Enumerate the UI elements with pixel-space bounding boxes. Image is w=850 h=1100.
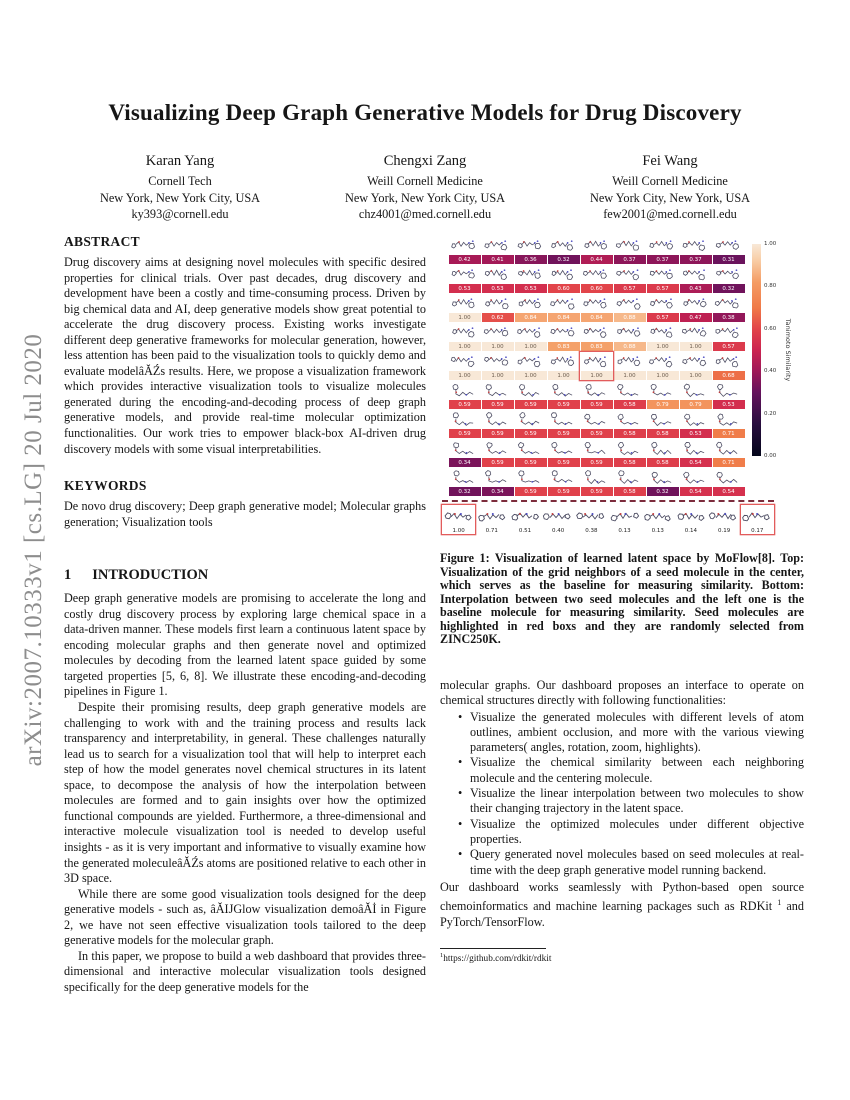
molecule-cell [481, 439, 514, 467]
molecule-cell [448, 265, 481, 293]
similarity-value: 1.00 [614, 371, 646, 380]
interp-molecule-cell [575, 505, 608, 534]
molecule-cell [613, 236, 646, 264]
molecule-cell [448, 410, 481, 438]
similarity-value: 0.88 [614, 342, 646, 351]
interp-similarity-value: 0.71 [485, 528, 498, 534]
similarity-value: 0.71 [713, 458, 745, 467]
molecule-cell [679, 236, 712, 264]
author-location: New York City, New York, USA [589, 190, 751, 205]
similarity-value: 0.57 [614, 284, 646, 293]
molecule-cell [547, 352, 580, 380]
molecule-cell [448, 439, 481, 467]
molecule-cell [580, 236, 613, 264]
author-name: Fei Wang [642, 153, 698, 169]
similarity-value: 0.59 [548, 487, 580, 496]
heatmap-row [448, 439, 745, 467]
seed-molecule-cell [741, 505, 774, 534]
similarity-value: 0.53 [680, 429, 712, 438]
interp-similarity-value: 0.13 [651, 528, 664, 534]
molecule-cell [547, 439, 580, 467]
similarity-value: 0.84 [548, 313, 580, 322]
molecule-cell [448, 468, 481, 496]
heatmap-row [448, 352, 745, 380]
bullet-item: • Visualize the optimized molecules under different objective properties. [470, 817, 804, 848]
molecule-cell [712, 236, 745, 264]
similarity-value: 0.59 [515, 458, 547, 467]
similarity-value: 0.59 [482, 400, 514, 409]
molecule-cell [580, 323, 613, 351]
similarity-value: 0.57 [713, 342, 745, 351]
similarity-value: 0.34 [482, 487, 514, 496]
molecule-cell [514, 236, 547, 264]
molecule-cell [712, 381, 745, 409]
similarity-value: 0.53 [482, 284, 514, 293]
similarity-value: 0.58 [647, 458, 679, 467]
similarity-value: 0.59 [548, 400, 580, 409]
authors-row [60, 153, 790, 223]
heatmap-row [448, 323, 745, 351]
interp-molecule-cell [542, 505, 575, 534]
similarity-value: 0.71 [713, 429, 745, 438]
similarity-value: 0.84 [581, 313, 613, 322]
similarity-value: 0.59 [449, 429, 481, 438]
similarity-value: 0.59 [482, 429, 514, 438]
molecule-cell [613, 381, 646, 409]
molecule-cell [448, 236, 481, 264]
bullet-item: • Visualize the generated molecules with different levels of atom outlines, ambient occlusion, and more with the various viewing parameters( angles, rotation, zoom, highlights). [470, 710, 804, 756]
molecule-cell [679, 439, 712, 467]
figure-colorbar [752, 241, 804, 460]
similarity-value: 1.00 [449, 371, 481, 380]
interp-molecule-cell [674, 505, 707, 534]
author-email: chz4001@med.cornell.edu [358, 207, 492, 221]
similarity-value: 0.57 [647, 284, 679, 293]
similarity-value: 0.59 [581, 429, 613, 438]
similarity-value: 0.42 [449, 255, 481, 264]
interp-molecule-cell [641, 505, 674, 534]
similarity-value: 0.54 [713, 487, 745, 496]
molecule-cell [679, 381, 712, 409]
molecule-cell [547, 265, 580, 293]
interp-similarity-value: 0.38 [585, 528, 598, 534]
author-email: few2001@med.cornell.edu [603, 207, 737, 221]
colorbar-tick-label: 0.60 [764, 325, 777, 332]
similarity-value: 0.38 [713, 313, 745, 322]
molecule-cell [547, 236, 580, 264]
similarity-value: 0.79 [647, 400, 679, 409]
molecule-cell [613, 352, 646, 380]
similarity-value: 0.59 [581, 458, 613, 467]
molecule-cell [481, 265, 514, 293]
molecule-cell [613, 439, 646, 467]
molecule-cell [712, 265, 745, 293]
molecule-cell [580, 381, 613, 409]
author-location: New York, New York City, USA [99, 190, 261, 205]
interp-similarity-value: 0.13 [618, 528, 631, 534]
similarity-value: 0.53 [515, 284, 547, 293]
intro-paragraph: Deep graph generative models are promising to accelerate the long and costly drug discovery process by exploring large chemical space in a data-driven manner. These models first learn a continuous latent space by encoding molecular graphs and then generate novel and optimized molecules by decoding from the learned latent space guided by some targeted properties [5, 6, 8]. We illustrate these encoding-and-decoding pipelines in Figure 1. [64, 591, 426, 699]
heatmap-row [448, 294, 745, 322]
interp-similarity-value: 0.17 [751, 528, 764, 534]
molecule-cell [646, 468, 679, 496]
molecule-cell [547, 381, 580, 409]
similarity-value: 1.00 [515, 371, 547, 380]
molecule-cell [613, 323, 646, 351]
molecule-cell [613, 410, 646, 438]
molecule-cell [712, 468, 745, 496]
molecule-cell [646, 410, 679, 438]
molecule-cell [448, 323, 481, 351]
molecule-cell [646, 236, 679, 264]
molecule-cell [580, 294, 613, 322]
molecule-cell [547, 468, 580, 496]
molecule-cell [613, 468, 646, 496]
molecule-cell [712, 323, 745, 351]
intro-paragraph: While there are some good visualization tools designed for the deep generative models - such as, âĂIJGlow visualization demoâĂİ in Figure 2, we have not seen effective visualization tools tailored to the deep generative models for the molecular graph. [64, 886, 426, 948]
similarity-value: 1.00 [449, 342, 481, 351]
abstract-text: Drug discovery aims at designing novel molecules with specific desired properties for clinical trials. Over past decades, drug discovery and development have been a costly and time-consuming process. Driven by big chemical data and AI, deep generative models show great potential to accelerate the drug discovery process. Existing works investigate different deep generative frameworks for molecular generation, however, less attention has been paid to the visualization tools to quickly demo and evaluate modelâĂŹs results. Here, we propose a visualization framework which provides interactive visualization tools to visualize molecules generated during the encoding-and-decoding process of deep graph generative models, and provide real-time molecular optimization functionalities. Our work tries to empower black-box AI-driven drug discovery models with some visual interpretabilities. [64, 255, 426, 456]
similarity-value: 1.00 [647, 371, 679, 380]
molecule-cell [514, 439, 547, 467]
author-affiliation: Weill Cornell Medicine [367, 174, 483, 188]
keywords-text: De novo drug discovery; Deep graph generative model; Molecular graphs generation; Visualization tools [64, 499, 426, 529]
molecule-cell [514, 381, 547, 409]
similarity-value: 0.54 [680, 487, 712, 496]
interp-molecule-cell [708, 505, 741, 534]
similarity-value: 0.44 [581, 255, 613, 264]
packages-paragraph [440, 880, 804, 931]
molecule-cell [580, 265, 613, 293]
author-block [550, 153, 790, 223]
similarity-value: 0.59 [449, 400, 481, 409]
similarity-value: 0.68 [713, 371, 745, 380]
interp-similarity-value: 0.51 [518, 528, 532, 534]
similarity-value: 0.59 [515, 487, 547, 496]
molecule-cell [514, 468, 547, 496]
similarity-value: 0.41 [482, 255, 514, 264]
seed-molecule-cell [442, 505, 475, 534]
colorbar-tick-label: 0.00 [764, 453, 777, 459]
bullet-item: • Query generated novel molecules based on seed molecules at real-time with the deep graph generative model running backend. [470, 847, 804, 878]
similarity-value: 0.58 [647, 429, 679, 438]
author-block [305, 153, 545, 223]
similarity-value: 0.58 [614, 487, 646, 496]
molecule-cell [448, 352, 481, 380]
figure-interpolation-row [442, 500, 774, 534]
similarity-value: 1.00 [581, 371, 613, 380]
similarity-value: 1.00 [680, 342, 712, 351]
packages-text-b: and PyTorch/TensorFlow. [440, 899, 804, 930]
similarity-value: 1.00 [449, 313, 481, 322]
molecule-cell [646, 381, 679, 409]
author-block [60, 153, 300, 223]
molecule-cell [679, 323, 712, 351]
similarity-value: 1.00 [482, 342, 514, 351]
interp-similarity-value: 0.19 [717, 528, 731, 534]
section-number: 1 [64, 567, 72, 584]
molecule-cell [448, 381, 481, 409]
author-name: Karan Yang [145, 153, 215, 169]
molecule-cell [679, 352, 712, 380]
colorbar-gradient [752, 244, 761, 456]
similarity-value: 1.00 [647, 342, 679, 351]
functionality-bullet-list [440, 710, 804, 878]
molecule-cell [580, 410, 613, 438]
footnote-block [440, 948, 804, 964]
interp-molecule-cell [475, 505, 508, 534]
footnote [440, 952, 804, 964]
molecule-cell [580, 439, 613, 467]
heatmap-row [448, 381, 745, 409]
interp-similarity-value: 0.40 [552, 528, 565, 534]
similarity-value: 0.57 [647, 313, 679, 322]
footnote-marker: 1 [440, 951, 444, 959]
footnote-reference: 1 [777, 898, 782, 908]
heatmap-row [448, 468, 745, 496]
interp-similarity-value: 0.14 [684, 528, 698, 534]
similarity-value: 0.62 [482, 313, 514, 322]
left-column [64, 234, 426, 995]
similarity-value: 0.32 [548, 255, 580, 264]
interp-molecule-cell [608, 505, 641, 534]
molecule-cell [679, 468, 712, 496]
similarity-value: 0.58 [614, 400, 646, 409]
heatmap-row [448, 410, 745, 438]
similarity-value: 0.60 [548, 284, 580, 293]
intro-paragraph: Despite their promising results, deep graph generative models are challenging to work with and the training process and results lack transparency and interpretability, in general. These challenges naturally lead us to search for a visualization tool that will help to interpret each step of how the model generates novel chemical structures in its latent space, to decompose the analysis of how the interpolation between molecules are formed and to gain insights over how the optimized functional compounds are yielded. Furthermore, a three-dimensional and interactive molecule visualization tool is needed to develop useful insights - as it is very important and informative to visually examine how the generated moleculeâĂŹs atoms are positioned relative to each other in 3D space. [64, 700, 426, 886]
similarity-value: 1.00 [515, 342, 547, 351]
similarity-value: 0.59 [515, 400, 547, 409]
similarity-value: 0.58 [614, 458, 646, 467]
similarity-value: 1.00 [548, 371, 580, 380]
interp-similarity-value: 1.00 [452, 528, 465, 534]
molecule-cell [448, 294, 481, 322]
similarity-value: 0.59 [515, 429, 547, 438]
similarity-value: 0.59 [482, 458, 514, 467]
colorbar-tick-label: 1.00 [764, 241, 777, 247]
similarity-value: 0.53 [449, 284, 481, 293]
similarity-value: 0.59 [581, 487, 613, 496]
dashboard-paragraph: molecular graphs. Our dashboard proposes an interface to operate on chemical structures directly with following functionalities: [440, 677, 804, 708]
section-title: INTRODUCTION [92, 567, 209, 584]
molecule-cell [514, 410, 547, 438]
molecule-cell [646, 439, 679, 467]
arxiv-watermark: arXiv:2007.10333v1 [cs.LG] 20 Jul 2020 [20, 333, 47, 767]
similarity-value: 0.31 [713, 255, 745, 264]
molecule-cell [481, 468, 514, 496]
similarity-value: 0.79 [680, 400, 712, 409]
heatmap-row [448, 265, 745, 293]
similarity-value: 0.34 [449, 458, 481, 467]
molecule-cell [481, 381, 514, 409]
author-email: ky393@cornell.edu [131, 207, 229, 221]
similarity-value: 0.88 [614, 313, 646, 322]
abstract-heading: ABSTRACT [64, 234, 140, 249]
similarity-value: 1.00 [680, 371, 712, 380]
molecule-cell [580, 468, 613, 496]
molecule-cell [481, 294, 514, 322]
section-heading-introduction [64, 567, 426, 584]
molecule-cell [679, 294, 712, 322]
bullet-item: • Visualize the linear interpolation between two molecules to show their changing trajectory in the latent space. [470, 786, 804, 817]
similarity-value: 0.60 [581, 284, 613, 293]
footnote-rule [440, 948, 546, 949]
similarity-value: 0.32 [449, 487, 481, 496]
molecule-cell [514, 265, 547, 293]
molecule-cell [514, 352, 547, 380]
colorbar-tick-label: 0.40 [764, 368, 777, 375]
similarity-value: 0.83 [581, 342, 613, 351]
interp-molecule-cell [508, 505, 541, 534]
molecule-cell [547, 323, 580, 351]
molecule-cell [646, 265, 679, 293]
molecule-cell [712, 439, 745, 467]
similarity-value: 0.59 [548, 429, 580, 438]
molecule-cell [481, 323, 514, 351]
figure1-panel [440, 234, 804, 544]
footnote-url: https://github.com/rdkit/rdkit [443, 953, 552, 964]
similarity-value: 0.59 [548, 458, 580, 467]
paper-title: Visualizing Deep Graph Generative Models for Drug Discovery [108, 100, 742, 125]
author-affiliation: Cornell Tech [148, 174, 212, 188]
molecule-cell [547, 294, 580, 322]
molecule-cell [712, 294, 745, 322]
similarity-value: 0.32 [713, 284, 745, 293]
author-name: Chengxi Zang [383, 153, 467, 169]
similarity-value: 0.47 [680, 313, 712, 322]
similarity-value: 0.37 [680, 255, 712, 264]
colorbar-label: Tanimoto Similarity [784, 318, 792, 382]
heatmap-row [448, 236, 745, 264]
molecule-cell [547, 410, 580, 438]
figure-heatmap-grid [448, 236, 745, 497]
similarity-value: 0.84 [515, 313, 547, 322]
molecule-cell [679, 410, 712, 438]
similarity-value: 0.32 [647, 487, 679, 496]
similarity-value: 0.53 [713, 400, 745, 409]
similarity-value: 0.43 [680, 284, 712, 293]
right-column [440, 234, 804, 964]
molecule-cell [679, 265, 712, 293]
author-affiliation: Weill Cornell Medicine [612, 174, 728, 188]
molecule-cell [481, 352, 514, 380]
molecule-cell [481, 236, 514, 264]
molecule-cell [481, 410, 514, 438]
molecule-cell [613, 294, 646, 322]
molecule-cell [646, 352, 679, 380]
molecule-cell [514, 323, 547, 351]
molecule-cell [712, 352, 745, 380]
similarity-value: 0.37 [647, 255, 679, 264]
similarity-value: 0.54 [680, 458, 712, 467]
molecule-cell [646, 294, 679, 322]
molecule-cell [712, 410, 745, 438]
intro-paragraph: In this paper, we propose to build a web dashboard that provides three-dimensional and interactive molecular visualization tools designed specifically for the deep generative models for the [64, 948, 426, 994]
author-location: New York, New York City, USA [344, 190, 506, 205]
similarity-value: 0.37 [614, 255, 646, 264]
keywords-heading: KEYWORDS [64, 478, 147, 494]
seed-molecule-cell [580, 352, 613, 380]
bullet-item: • Visualize the chemical similarity between each neighboring molecule and the centering molecule. [470, 755, 804, 786]
colorbar-tick-label: 0.80 [764, 283, 777, 290]
packages-text-a: Our dashboard works seamlessly with Python-based open source chemoinformatics and machine learning packages such as RDKit [440, 879, 804, 914]
molecule-cell [514, 294, 547, 322]
figure1-caption: Figure 1: Visualization of learned latent space by MoFlow[8]. Top: Visualization of the grid neighbors of a seed molecule in the center, which serves as the baseline for measuring similarity. Bottom: Interpolation between two seed molecules and the left one is the baseline molecule for measuring similarity. Seed molecules are highlighted in red boxs and they are randomly selected from ZINC250K. [440, 551, 804, 646]
colorbar-tick-label: 0.20 [764, 410, 777, 417]
similarity-value: 0.58 [614, 429, 646, 438]
molecule-cell [613, 265, 646, 293]
similarity-value: 1.00 [482, 371, 514, 380]
similarity-value: 0.83 [548, 342, 580, 351]
molecule-cell [646, 323, 679, 351]
similarity-value: 0.36 [515, 255, 547, 264]
similarity-value: 0.59 [581, 400, 613, 409]
